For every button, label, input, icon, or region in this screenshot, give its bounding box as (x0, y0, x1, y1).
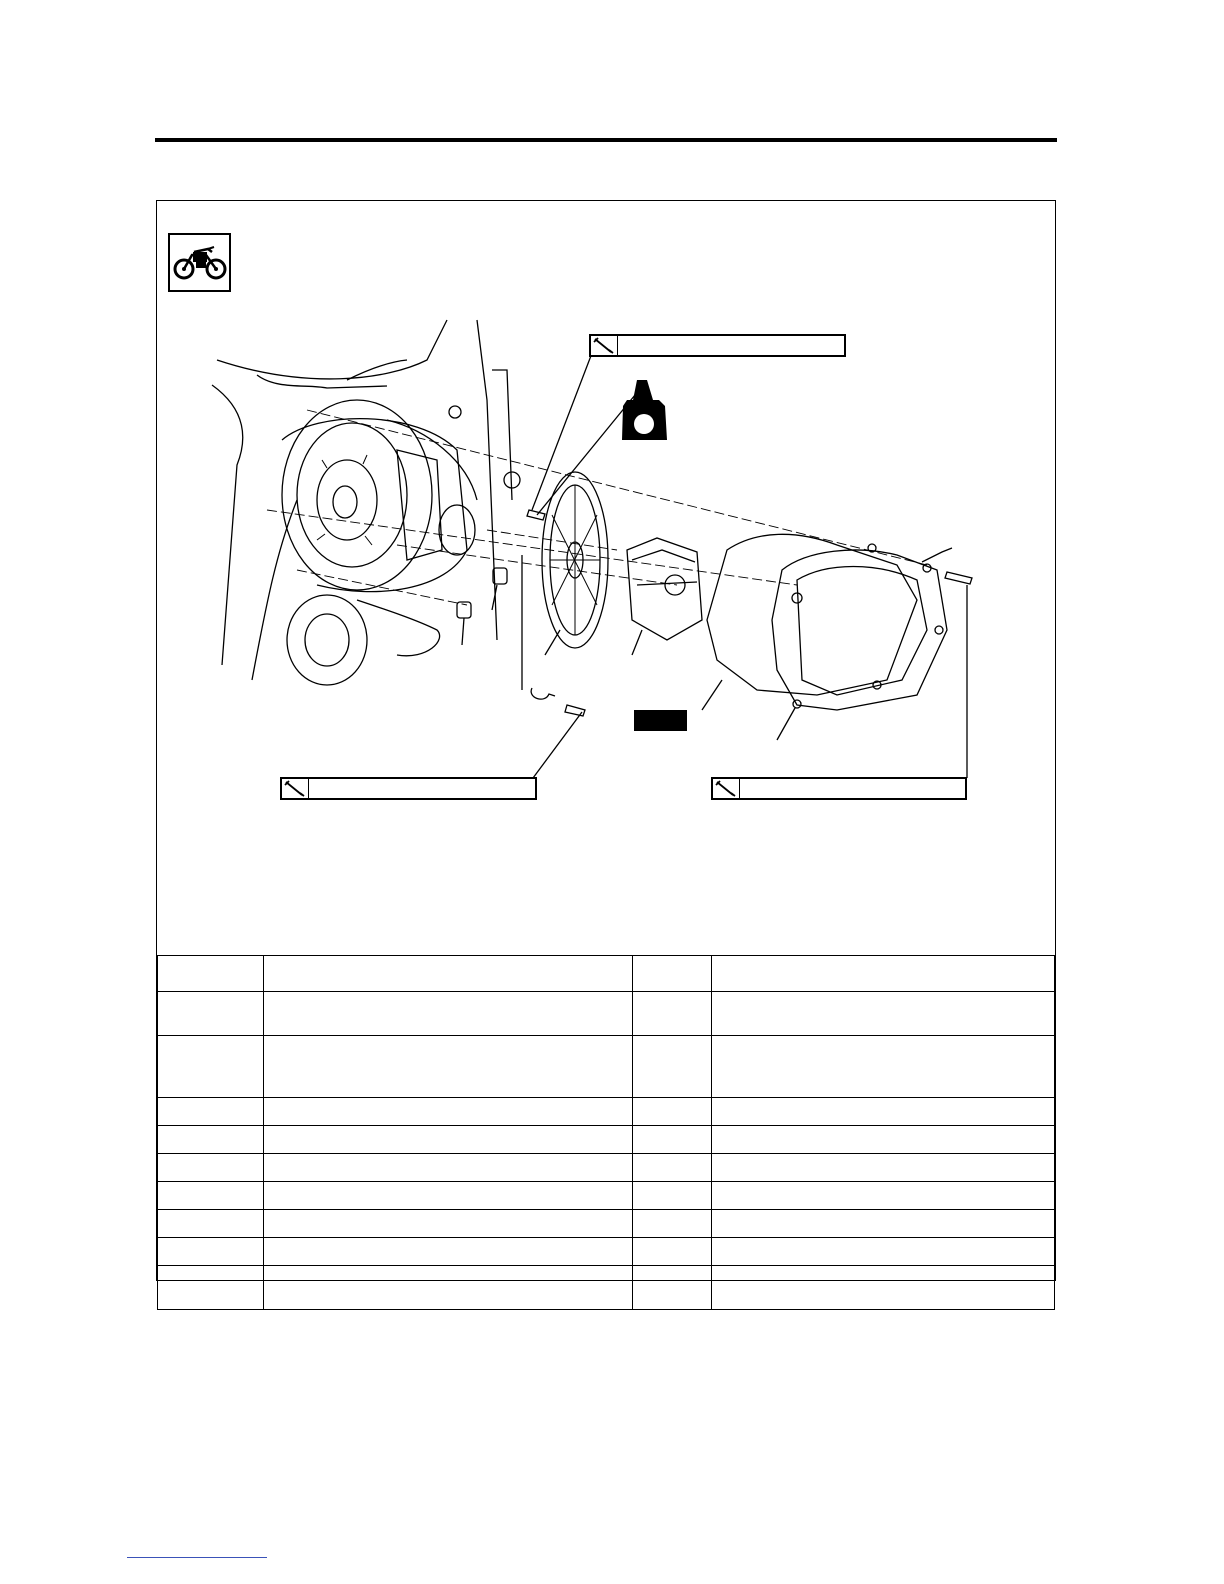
table-cell (712, 1154, 1055, 1182)
bolt-right (945, 572, 972, 584)
table-cell (158, 1266, 264, 1310)
table-row (158, 992, 1055, 1036)
table-row (158, 1182, 1055, 1210)
oil-pump-cover (627, 538, 702, 640)
motorcycle-icon (172, 243, 228, 281)
table-cell (263, 1210, 633, 1238)
table-cell (263, 1266, 633, 1310)
table-cell (633, 1126, 712, 1154)
table-cell (712, 1126, 1055, 1154)
table-cell (263, 1126, 633, 1154)
table-cell (158, 1182, 264, 1210)
table-cell (633, 1182, 712, 1210)
table-cell (158, 1126, 264, 1154)
table-row (158, 1098, 1055, 1126)
table-cell (633, 992, 712, 1036)
table-cell (263, 1238, 633, 1266)
torque-callout-bottom-right (711, 777, 967, 800)
table-cell (158, 1238, 264, 1266)
table-cell (263, 956, 633, 992)
table-cell (633, 1098, 712, 1126)
parts-table (157, 955, 1055, 1310)
table-cell (158, 992, 264, 1036)
table-cell (158, 1154, 264, 1182)
header-rule (155, 138, 1057, 142)
table-cell (712, 1036, 1055, 1098)
new-part-badge (634, 710, 687, 731)
wrench-icon (591, 336, 618, 355)
table-cell (712, 1238, 1055, 1266)
table-cell (712, 1210, 1055, 1238)
table-cell (158, 1036, 264, 1098)
table-cell (158, 956, 264, 992)
exploded-diagram (157, 300, 1057, 820)
table-cell (158, 1098, 264, 1126)
table-row (158, 1154, 1055, 1182)
table-cell (633, 1238, 712, 1266)
clutch-housing (282, 400, 432, 590)
wrench-icon (713, 779, 740, 798)
table-row (158, 1238, 1055, 1266)
motorcycle-icon-box (168, 233, 231, 292)
table-row (158, 1036, 1055, 1098)
table-cell (263, 992, 633, 1036)
table-cell (712, 1182, 1055, 1210)
table-cell (712, 1266, 1055, 1310)
table-row (158, 956, 1055, 992)
bottom-link-underline[interactable] (127, 1557, 267, 1558)
clamp (531, 688, 555, 699)
table-cell (712, 992, 1055, 1036)
table-cell (712, 956, 1055, 992)
table-cell (633, 956, 712, 992)
torque-callout-bottom-left (280, 777, 537, 800)
bolt-bottom (565, 705, 585, 716)
table-row (158, 1126, 1055, 1154)
table-cell (712, 1098, 1055, 1126)
gasket (707, 534, 917, 695)
table-cell (263, 1098, 633, 1126)
table-cell (633, 1266, 712, 1310)
torque-callout-top (589, 334, 846, 357)
table-row (158, 1210, 1055, 1238)
table-cell (633, 1036, 712, 1098)
wrench-icon (282, 779, 309, 798)
table-cell (158, 1210, 264, 1238)
frame-outline (217, 320, 447, 379)
table-cell (263, 1036, 633, 1098)
sealant-bottle-icon (622, 380, 667, 440)
table-cell (263, 1154, 633, 1182)
table-row (158, 1266, 1055, 1310)
table-cell (633, 1210, 712, 1238)
bolt-top (527, 510, 545, 520)
table-cell (633, 1154, 712, 1182)
table-cell (263, 1182, 633, 1210)
